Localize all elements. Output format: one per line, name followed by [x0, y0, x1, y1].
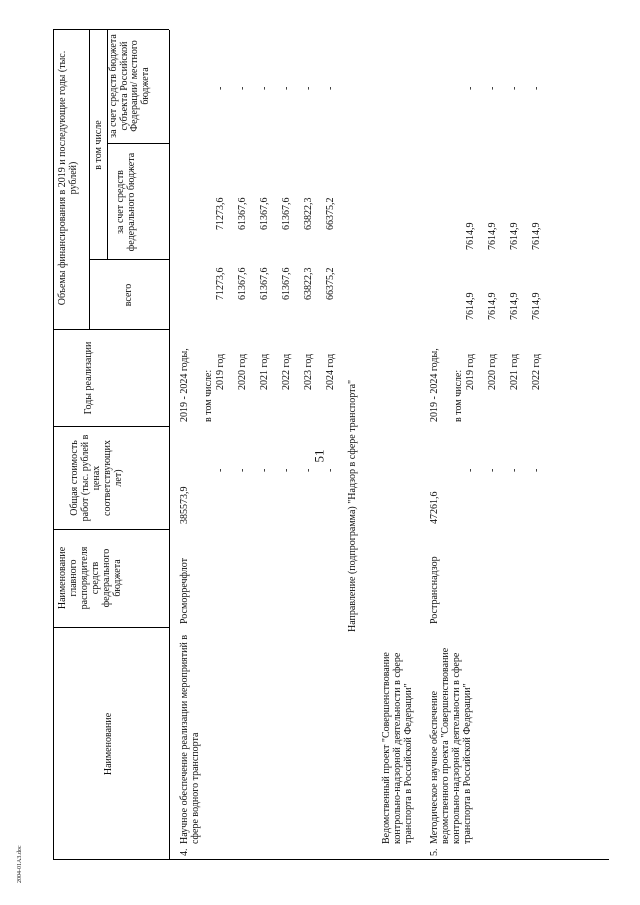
row4-all-6: 66375,2: [325, 267, 336, 300]
row4-fed-6: 66375,2: [325, 197, 336, 230]
row5-year-label-1: 2019 год: [465, 353, 476, 390]
row4-sub-6: -: [325, 86, 336, 90]
col-border-6: [107, 143, 169, 144]
row4-sub-3: -: [259, 86, 270, 90]
row4-total-6: -: [325, 468, 336, 472]
col-border-4: [53, 329, 169, 330]
row5-sub-1: -: [465, 86, 476, 90]
funding-subheader-line: [89, 30, 90, 330]
row4-year-label-6: 2024 год: [325, 353, 336, 390]
row5-period: 2019 - 2024 годы,: [429, 348, 440, 422]
row4-all-1: 71273,6: [215, 267, 226, 300]
row4-fed-4: 61367,6: [281, 197, 292, 230]
row4-sub-4: -: [281, 86, 292, 90]
row4-year-label-2: 2020 год: [237, 353, 248, 390]
header-federal: за счет средств федерального бюджета: [115, 152, 137, 252]
row5-fed-4: 7614,9: [531, 222, 542, 250]
row5-all-1: 7614,9: [465, 292, 476, 320]
header-years: Годы реализации: [83, 341, 94, 415]
header-subject: за счет средств бюджета субъекта Российской Федерации/ местного бюджета: [108, 34, 151, 138]
col-border-2: [53, 529, 169, 530]
rotated-table-wrapper: [53, 30, 633, 860]
row5-fed-2: 7614,9: [487, 222, 498, 250]
table-top-border: [53, 30, 54, 860]
row4-fed-2: 61367,6: [237, 197, 248, 230]
row5-sub-3: -: [509, 86, 520, 90]
row4-total-2: -: [237, 468, 248, 472]
header-bottom-border: [169, 30, 170, 860]
row5-total-4: -: [531, 468, 542, 472]
project-heading: Ведомственный проект "Совершенствование контрольно-надзорной деятельности в сфере транспорта в Российской Федерации": [381, 652, 414, 844]
row5-year-label-2: 2020 год: [487, 353, 498, 390]
row5-fed-3: 7614,9: [509, 222, 520, 250]
row4-total-1: -: [215, 468, 226, 472]
row4-all-4: 61367,6: [281, 267, 292, 300]
row4-fed-5: 63822,3: [303, 197, 314, 230]
row4-year-label-4: 2022 год: [281, 353, 292, 390]
header-all: всего: [123, 283, 134, 307]
row4-incl: в том числе:: [203, 369, 214, 422]
row5-num: 5.: [429, 848, 440, 856]
row4-sub-1: -: [215, 86, 226, 90]
row4-period: 2019 - 2024 годы,: [179, 348, 190, 422]
row5-sub-2: -: [487, 86, 498, 90]
row5-total: 47261,6: [429, 491, 440, 524]
row4-year-label-1: 2019 год: [215, 353, 226, 390]
row5-distributor: Ространснадзор: [429, 556, 440, 624]
header-total-cost: Общая стоимость работ (тыс. рублей в ценах соответствующих лет): [69, 434, 124, 522]
row4-total: 385573,9: [179, 486, 190, 524]
funding-table: [53, 30, 633, 860]
row5-all-4: 7614,9: [531, 292, 542, 320]
row5-fed-1: 7614,9: [465, 222, 476, 250]
page-number: 51: [311, 449, 327, 463]
col-border-7: [53, 29, 169, 30]
row5-year-label-3: 2021 год: [509, 353, 520, 390]
row4-all-2: 61367,6: [237, 267, 248, 300]
row4-name: Научное обеспечение реализации мероприятий в сфере водного транспорта: [179, 634, 201, 844]
row4-all-5: 63822,3: [303, 267, 314, 300]
row4-all-3: 61367,6: [259, 267, 270, 300]
row4-year-label-5: 2023 год: [303, 353, 314, 390]
row5-total-1: -: [465, 468, 476, 472]
footer-filename: 2004-01А3.doc: [17, 845, 23, 883]
header-distributor: Наименование главного распорядителя средств федерального бюджета: [57, 546, 123, 610]
row4-fed-1: 71273,6: [215, 197, 226, 230]
row5-total-3: -: [509, 468, 520, 472]
row5-name: Методическое научное обеспечение ведомственного проекта "Совершенствование контрольно-надзорной деятельности в сфере транспорта в Российской Федерации": [429, 647, 473, 844]
col-border-3: [53, 426, 169, 427]
row4-total-5: -: [303, 468, 314, 472]
row4-fed-3: 61367,6: [259, 197, 270, 230]
header-name: Наименование: [103, 712, 114, 776]
row5-all-2: 7614,9: [487, 292, 498, 320]
row4-distributor: Росморречфлот: [179, 557, 190, 624]
row4-total-3: -: [259, 468, 270, 472]
direction-heading: Направление (подпрограмма) "Надзор в сфере транспорта": [347, 379, 358, 632]
row5-sub-4: -: [531, 86, 542, 90]
row5-year-label-4: 2022 год: [531, 353, 542, 390]
row4-num: 4.: [179, 848, 190, 856]
body-left-border: [169, 859, 609, 860]
row5-total-2: -: [487, 468, 498, 472]
header-funding: Объемы финансирования в 2019 и последующие годы (тыс. рублей): [57, 50, 79, 306]
row4-year-label-3: 2021 год: [259, 353, 270, 390]
row4-sub-5: -: [303, 86, 314, 90]
row5-incl: в том числе:: [453, 369, 464, 422]
row5-all-3: 7614,9: [509, 292, 520, 320]
header-incl: в том числе: [93, 120, 104, 170]
row4-total-4: -: [281, 468, 292, 472]
row4-sub-2: -: [237, 86, 248, 90]
